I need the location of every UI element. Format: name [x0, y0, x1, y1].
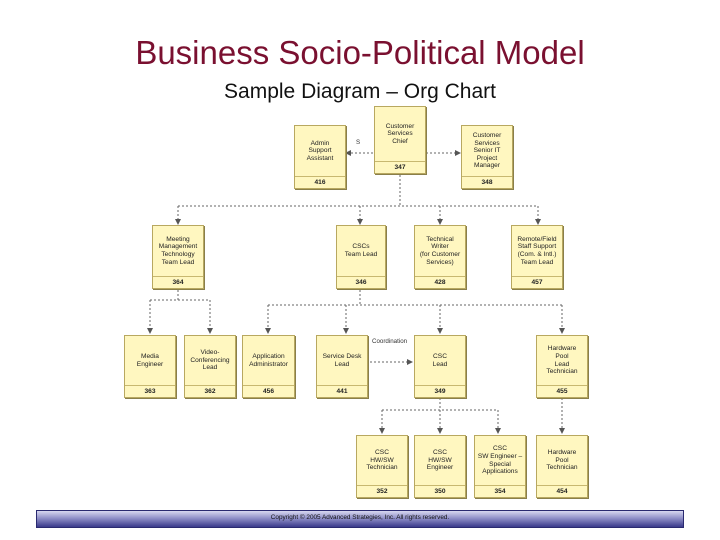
node-csc-lead: CSC Lead 349	[414, 335, 466, 398]
node-csc-sw-engineer-special: CSC SW Engineer – Special Applications 354	[474, 435, 526, 498]
node-application-administrator: Application Administrator 456	[242, 335, 295, 398]
coordination-label: Coordination	[372, 338, 408, 345]
node-csc-hwsw-engineer: CSC HW/SW Engineer 350	[414, 435, 466, 498]
node-technical-writer: Technical Writer (for Customer Services) 428	[414, 225, 466, 289]
page-title: Business Socio-Political Model	[135, 34, 585, 71]
node-hardware-pool-technician: Hardware Pool Technician 454	[536, 435, 588, 498]
node-cscs-team-lead: CSCs Team Lead 346	[336, 225, 386, 289]
s-marker: S	[356, 139, 361, 146]
page-subtitle: Sample Diagram – Org Chart	[224, 80, 496, 103]
footer-bar	[36, 510, 684, 528]
node-video-conferencing-lead: Video- Conferencing Lead 362	[184, 335, 236, 398]
node-senior-it-project-manager: Customer Services Senior IT Project Manager 348	[461, 125, 513, 189]
node-remote-field-staff-lead: Remote/Field Staff Support (Com. & Intl.) Team Lead 457	[511, 225, 563, 289]
node-service-desk-lead: Service Desk Lead 441	[316, 335, 368, 398]
copyright-text: Copyright © 2005 Advanced Strategies, Inc. All rights reserved.	[270, 514, 450, 521]
node-media-engineer: Media Engineer 363	[124, 335, 176, 398]
node-csc-hwsw-technician: CSC HW/SW Technician 352	[356, 435, 408, 498]
node-hardware-pool-lead-technician: Hardware Pool Lead Technician 455	[536, 335, 588, 398]
node-customer-services-chief: Customer Services Chief 347	[374, 106, 426, 174]
node-meeting-management-lead: Meeting Management Technology Team Lead 364	[152, 225, 204, 289]
node-admin-support-assistant: Admin Support Assistant 416	[294, 125, 346, 189]
